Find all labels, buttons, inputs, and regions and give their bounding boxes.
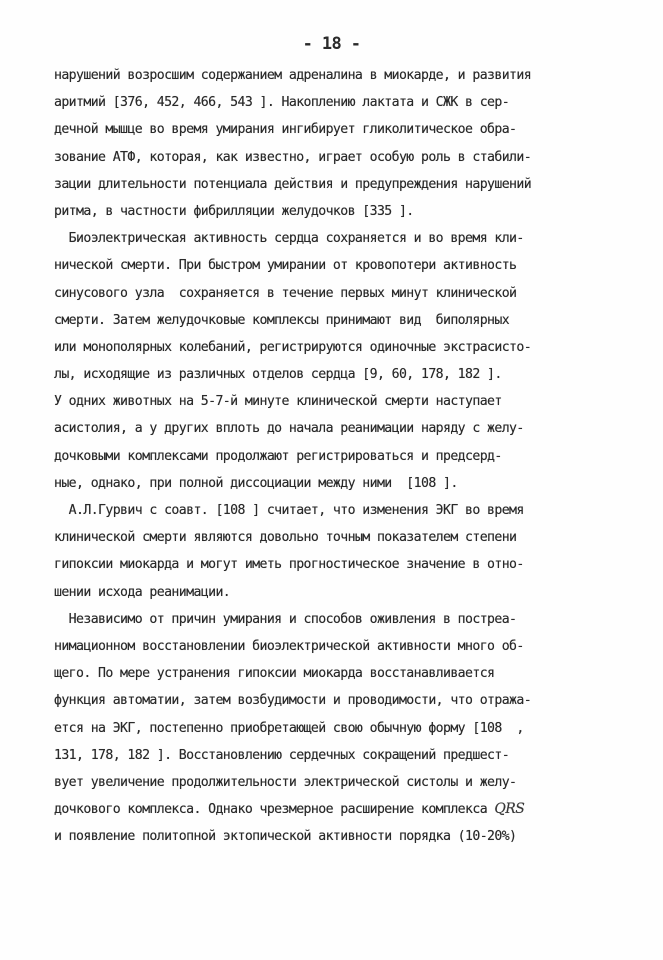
page-number: - 18 - [302,34,361,54]
line-text: синусового узла сохраняется в течение первых минут клинической [54,285,517,301]
line-text: клинической смерти являются довольно точным показателем степени [54,530,517,546]
line-text: дочковыми комплексами продолжают регистрироваться и предсерд- [54,448,502,464]
line-text: зование АТФ, которая, как известно, играет особую роль в стабили- [54,149,532,165]
text-line [54,334,614,361]
line-text: аритмий [376, 452, 466, 543 ]. Накоплению лактата и СЖК в сер- [54,95,510,111]
text-line [54,742,614,769]
line-text: ритма, в частности фибрилляции желудочков [335 ]. [54,203,414,219]
line-text: нической смерти. При быстром умирании от кровопотери активность [54,258,517,274]
line-text: лы, исходящие из различных отделов сердца [9, 60, 178, 182 ]. [54,367,502,383]
line-text: 131, 178, 182 ]. Восстановлению сердечных сокращений предшест- [54,747,510,763]
line-text: Биоэлектрическая активность сердца сохраняется и во время кли- [54,231,524,247]
text-line [54,660,614,687]
line-text: ные, однако, при полной диссоциации между ними [108 ]. [54,475,458,491]
line-text: и появление политопной эктопической активности порядка (10-20%) [54,829,517,845]
text-line [54,89,614,116]
text-line [54,470,614,497]
line-text: функция автоматии, затем возбудимости и проводимости, что отража- [54,693,532,709]
line-text: А.Л.Гурвич с соавт. [108 ] считает, что изменения ЭКГ во время [54,503,524,518]
line-text: или монополярных колебаний, регистрируются одиночные экстрасисто- [54,339,532,355]
text-line [54,225,614,252]
line-text: зации длительности потенциала действия и предупреждения нарушений [54,176,532,192]
text-line [54,769,614,796]
text-line [54,307,614,334]
text-line [54,579,614,606]
text-line [54,497,614,524]
line-text: нимационном восстановлении биоэлектрической активности много об- [54,638,524,654]
text-line [54,443,614,470]
line-text: дочкового комплекса. Однако чрезмерное расширение комплекса [54,802,495,818]
line-text: нарушений возросшим содержанием адреналина в миокарде, и развития [54,68,532,83]
text-line [54,415,614,442]
line-text: Независимо от причин умирания и способов оживления в постреа- [54,611,517,627]
text-line [54,171,614,198]
line-text: асистолия, а у других вплоть до начала реанимации наряду с желу- [54,421,524,437]
text-line [54,796,614,823]
line-text: шении исхода реанимации. [54,584,231,600]
text-line [54,280,614,307]
text-line [54,633,614,660]
text-line [54,524,614,551]
line-text: ется на ЭКГ, постепенно приобретающей свою обычную форму [108 , [54,720,524,736]
handwritten-insert: QRS [494,801,525,818]
line-text: щего. По мере устранения гипоксии миокарда восстанавливается [54,666,495,682]
line-text: вует увеличение продолжительности электрической систолы и желу- [54,774,517,790]
text-line [54,252,614,279]
body-text [54,62,614,850]
text-line [54,823,614,850]
text-line [54,551,614,578]
text-line [54,687,614,714]
line-text: У одних животных на 5-7-й минуте клинической смерти наступает [54,394,502,410]
text-line [54,388,614,415]
text-line [54,62,614,89]
text-line [54,361,614,388]
text-line [54,198,614,225]
line-text: гипоксии миокарда и могут иметь прогностическое значение в отно- [54,557,524,573]
text-line [54,715,614,742]
text-line [54,116,614,143]
line-text: смерти. Затем желудочковые комплексы принимают вид биполярных [54,312,510,328]
line-text: дечной мышце во время умирания ингибирует гликолитическое обра- [54,122,517,138]
text-line [54,144,614,171]
text-line [54,606,614,633]
